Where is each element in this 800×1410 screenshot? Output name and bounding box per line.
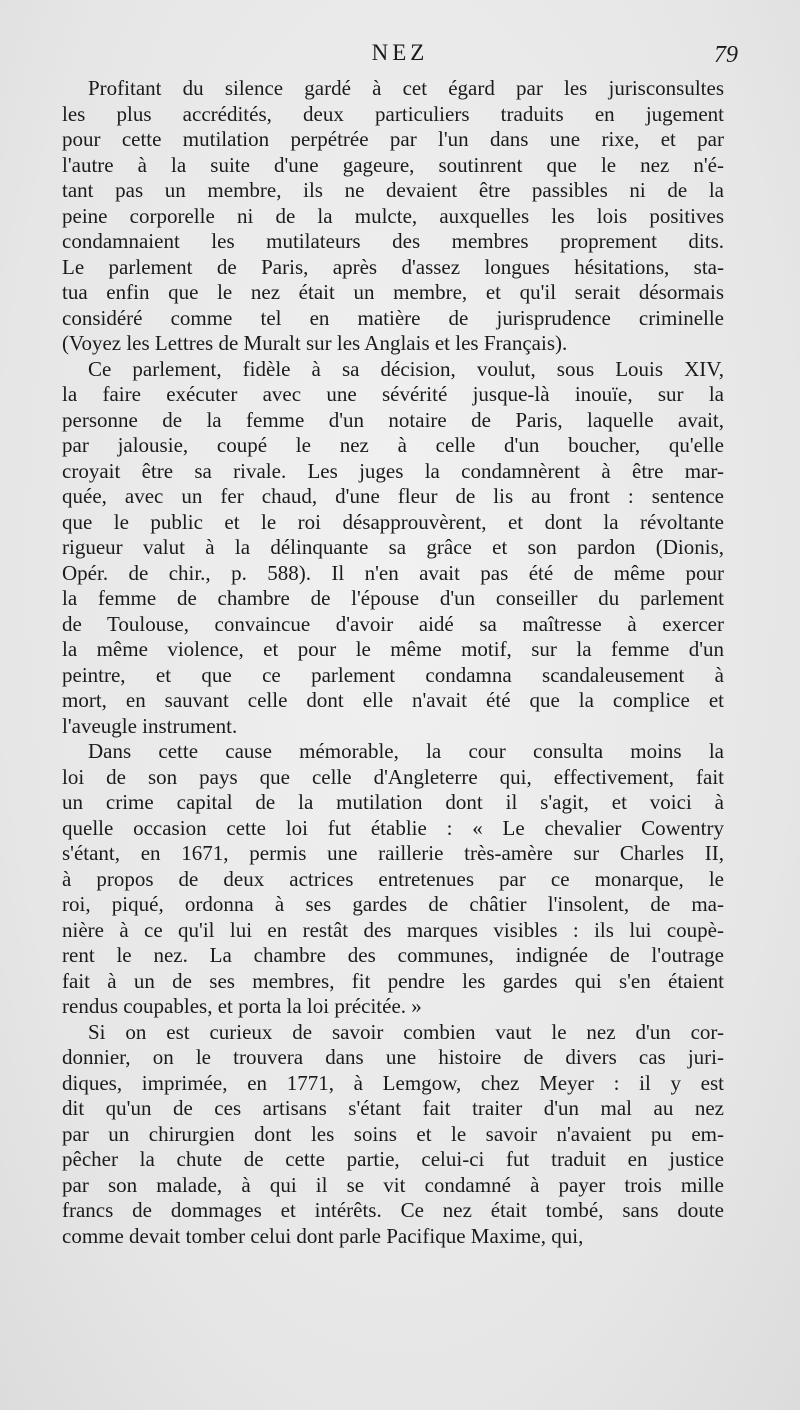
page-header — [0, 40, 800, 76]
text-line: un crime capital de la mutilation dont il s'agit, et voici à — [62, 790, 724, 814]
text-line: loi de son pays que celle d'Angleterre qui, effectivement, fait — [62, 764, 724, 789]
text-line: personne de la femme d'un notaire de Paris, laquelle avait, — [62, 407, 724, 432]
text-line: Dans cette cause mémorable, la cour consulta moins la — [88, 739, 724, 763]
text-line: rigueur valut à la délinquante sa grâce et son pardon (Dionis, — [62, 535, 724, 559]
text-line: peine corporelle ni de la mulcte, auxquelles les lois positives — [62, 203, 724, 228]
text-line: par son malade, à qui il se vit condamné à payer trois mille — [62, 1172, 724, 1197]
text-line: Opér. de chir., p. 588). Il n'en avait pas été de même pour — [62, 560, 724, 585]
running-head: NEZ — [371, 40, 429, 65]
text-line: la même violence, et pour le même motif, sur la femme d'un — [62, 637, 724, 661]
text-line: (Voyez les Lettres de Muralt sur les Anglais et les Français). — [62, 331, 568, 355]
text-line: Ce parlement, fidèle à sa décision, voulut, sous Louis XIV, — [88, 356, 724, 381]
text-line: roi, piqué, ordonna à ses gardes de châtier l'insolent, de ma- — [62, 892, 724, 916]
text-line: tant pas un membre, ils ne devaient être passibles ni de la — [62, 178, 724, 202]
text-line: quelle occasion cette loi fut établie : « Le chevalier Cowentry — [62, 815, 724, 840]
text-line: Le parlement de Paris, après d'assez longues hésitations, sta- — [62, 254, 724, 279]
text-line: s'étant, en 1671, permis une raillerie très-amère sur Charles II, — [62, 841, 724, 865]
text-line: que le public et le roi désapprouvèrent, et dont la révoltante — [62, 509, 724, 534]
text-line: pêcher la chute de cette partie, celui-ci fut traduit en justice — [62, 1147, 724, 1171]
text-line: pour cette mutilation perpétrée par l'un dans une rixe, et par — [62, 127, 724, 151]
text-line: tua enfin que le nez était un membre, et qu'il serait désormais — [62, 280, 724, 304]
text-line: à propos de deux actrices entretenues par ce monarque, le — [62, 866, 724, 891]
text-line: donnier, on le trouvera dans une histoire de divers cas juri- — [62, 1045, 724, 1069]
paragraph — [62, 1020, 724, 1250]
text-line: quée, avec un fer chaud, d'une fleur de lis au front : sentence — [62, 484, 724, 508]
text-line: diques, imprimée, en 1771, à Lemgow, chez Meyer : il y est — [62, 1070, 724, 1095]
text-line: croyait être sa rivale. Les juges la condamnèrent à être mar- — [62, 458, 724, 483]
text-line: Si on est curieux de savoir combien vaut le nez d'un cor- — [88, 1019, 724, 1044]
text-line: l'autre à la suite d'une gageure, soutinrent que le nez n'é- — [62, 152, 724, 177]
text-line: francs de dommages et intérêts. Ce nez était tombé, sans doute — [62, 1198, 724, 1222]
page-number: 79 — [714, 42, 738, 68]
text-line: comme devait tomber celui dont parle Pacifique Maxime, qui, — [62, 1223, 584, 1248]
text-line: l'aveugle instrument. — [62, 713, 238, 738]
text-line: mort, en sauvant celle dont elle n'avait été que la complice et — [62, 688, 724, 712]
paragraph — [62, 739, 724, 1020]
body-text — [62, 76, 724, 1249]
text-line: considéré comme tel en matière de jurisprudence criminelle — [62, 305, 724, 330]
text-line: nière à ce qu'il lui en restât des marques visibles : ils lui coupè- — [62, 917, 724, 942]
text-line: par jalousie, coupé le nez à celle d'un boucher, qu'elle — [62, 433, 724, 457]
paragraph — [62, 76, 724, 357]
text-line: peintre, et que ce parlement condamna scandaleusement à — [62, 662, 724, 687]
text-line: les plus accrédités, deux particuliers traduits en jugement — [62, 101, 724, 126]
text-line: la faire exécuter avec une sévérité jusque-là inouïe, sur la — [62, 382, 724, 406]
text-line: Profitant du silence gardé à cet égard par les jurisconsultes — [88, 76, 724, 100]
text-line: fait à un de ses membres, fit pendre les gardes qui s'en étaient — [62, 968, 724, 993]
paragraph — [62, 357, 724, 740]
text-line: la femme de chambre de l'épouse d'un conseiller du parlement — [62, 586, 724, 610]
text-line: condamnaient les mutilateurs des membres proprement dits. — [62, 229, 724, 253]
text-line: de Toulouse, convaincue d'avoir aidé sa maîtresse à exercer — [62, 611, 724, 636]
text-line: rent le nez. La chambre des communes, indignée de l'outrage — [62, 943, 724, 967]
text-line: par un chirurgien dont les soins et le savoir n'avaient pu em- — [62, 1121, 724, 1146]
text-line: rendus coupables, et porta la loi précitée. » — [62, 994, 422, 1018]
text-line: dit qu'un de ces artisans s'étant fait traiter d'un mal au nez — [62, 1096, 724, 1120]
